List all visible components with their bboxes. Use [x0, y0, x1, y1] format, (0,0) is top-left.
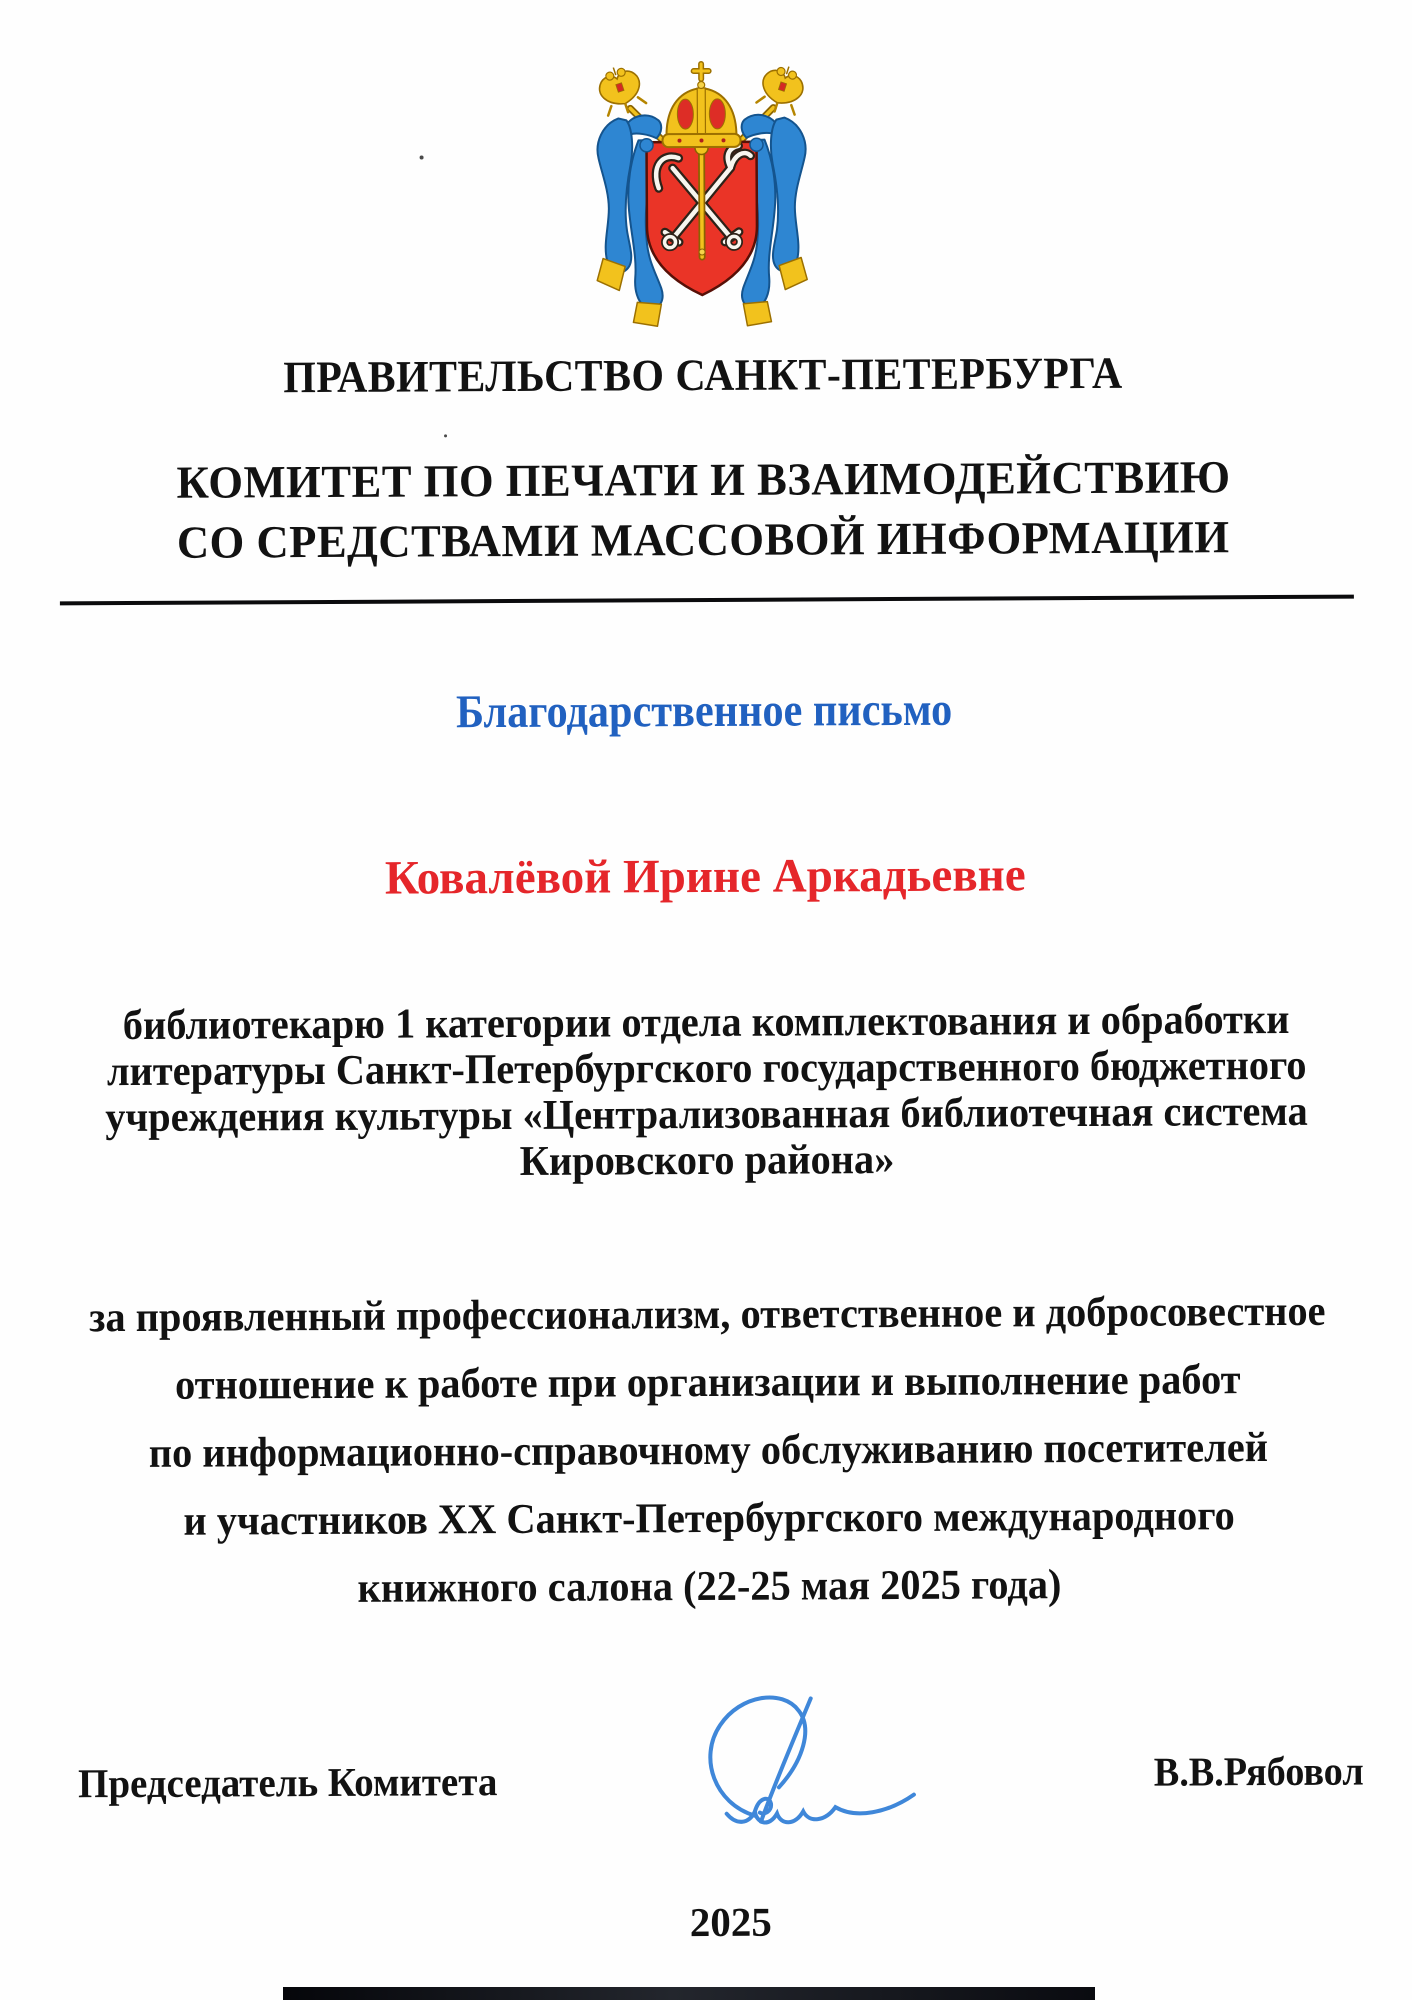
- reason-line: за проявленный профессионализм, ответственное и добросовестное: [89, 1287, 1326, 1342]
- committee-line-1: КОМИТЕТ ПО ПЕЧАТИ И ВЗАИМОДЕЙСТВИЮ: [176, 451, 1231, 508]
- scan-speck: [420, 155, 424, 159]
- reason-paragraph: [1, 1277, 1412, 1624]
- position-paragraph: [0, 996, 1412, 1187]
- position-line: Кировского района»: [519, 1136, 895, 1185]
- scan-speck: [444, 434, 447, 437]
- scan-edge-strip: [283, 1987, 1095, 2000]
- government-heading: [0, 345, 1409, 404]
- signer-name: В.В.Рябовол: [1154, 1747, 1365, 1795]
- reason-line: отношение к работе при организации и выполнение работ: [175, 1356, 1241, 1409]
- position-line: библиотекарю 1 категории отдела комплектования и обработки: [122, 995, 1290, 1050]
- committee-line-2: СО СРЕДСТВАМИ МАССОВОЙ ИНФОРМАЦИИ: [177, 511, 1231, 568]
- reason-line: по информационно-справочному обслуживанию посетителей: [148, 1424, 1269, 1477]
- horizontal-rule: [60, 595, 1354, 606]
- signature-autograph-icon: [668, 1683, 951, 1842]
- letter-title: Благодарственное письмо: [456, 683, 953, 739]
- spb-coat-of-arms-icon: [582, 51, 823, 337]
- government-heading-text: ПРАВИТЕЛЬСТВО САНКТ-ПЕТЕРБУРГА: [282, 347, 1123, 403]
- position-line: учреждения культуры «Централизованная библиотечная система: [105, 1087, 1308, 1142]
- position-line: литературы Санкт-Петербургского государственного бюджетного: [106, 1041, 1307, 1096]
- recipient-name: Ковалёвой Ирине Аркадьевне: [384, 848, 1026, 905]
- reason-line: книжного салона (22-25 мая 2025 года): [357, 1561, 1062, 1612]
- signer-role: Председатель Комитета: [77, 1758, 498, 1807]
- year-label: 2025: [689, 1898, 772, 1946]
- reason-line: и участников XX Санкт-Петербургского международного: [182, 1492, 1235, 1545]
- committee-heading: [0, 446, 1410, 573]
